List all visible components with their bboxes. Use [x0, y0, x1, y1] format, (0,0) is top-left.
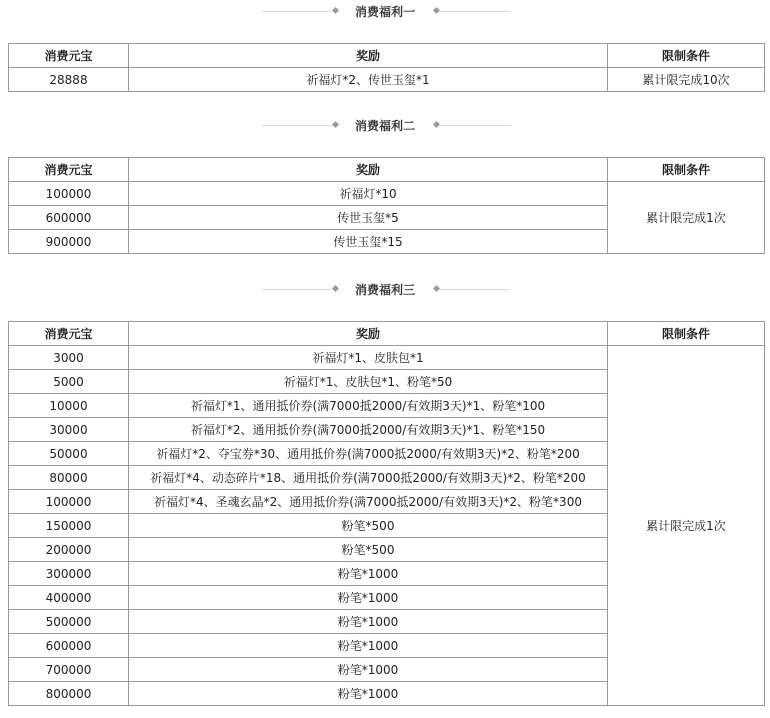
amount-cell: 900000	[9, 230, 129, 254]
divider-line	[440, 125, 510, 126]
amount-cell: 600000	[9, 206, 129, 230]
amount-cell: 300000	[9, 562, 129, 586]
limit-cell: 累计限完成10次	[608, 68, 765, 92]
section-heading: 消费福利三	[354, 283, 415, 297]
amount-cell: 150000	[9, 514, 129, 538]
reward-cell: 粉笔*1000	[129, 610, 608, 634]
amount-cell: 700000	[9, 658, 129, 682]
reward-cell: 祈福灯*1、皮肤包*1、粉笔*50	[129, 370, 608, 394]
limit-cell: 累计限完成1次	[608, 346, 765, 706]
header-reward: 奖励	[129, 322, 608, 346]
amount-cell: 200000	[9, 538, 129, 562]
reward-cell: 粉笔*1000	[129, 586, 608, 610]
section-heading: 消费福利一	[354, 5, 415, 19]
header-amount: 消费元宝	[9, 158, 129, 182]
reward-cell: 祈福灯*2、夺宝券*30、通用抵价券(满7000抵2000/有效期3天)*2、粉笔*200	[129, 442, 608, 466]
reward-table-3	[8, 321, 765, 706]
amount-cell: 500000	[9, 610, 129, 634]
amount-cell: 400000	[9, 586, 129, 610]
section-title-2	[0, 118, 770, 134]
header-amount: 消费元宝	[9, 322, 129, 346]
amount-cell: 800000	[9, 682, 129, 706]
divider-line	[440, 289, 510, 290]
limit-cell: 累计限完成1次	[608, 182, 765, 254]
amount-cell: 10000	[9, 394, 129, 418]
reward-cell: 粉笔*500	[129, 538, 608, 562]
amount-cell: 100000	[9, 490, 129, 514]
reward-table-2	[8, 157, 765, 254]
table-row	[9, 346, 765, 370]
reward-cell: 传世玉玺*5	[129, 206, 608, 230]
reward-cell: 粉笔*1000	[129, 562, 608, 586]
header-amount: 消费元宝	[9, 44, 129, 68]
amount-cell: 50000	[9, 442, 129, 466]
reward-cell: 祈福灯*2、通用抵价券(满7000抵2000/有效期3天)*1、粉笔*150	[129, 418, 608, 442]
reward-table-1	[8, 43, 765, 92]
table-row	[9, 182, 765, 206]
amount-cell: 100000	[9, 182, 129, 206]
header-limit: 限制条件	[608, 158, 765, 182]
amount-cell: 3000	[9, 346, 129, 370]
amount-cell: 80000	[9, 466, 129, 490]
divider-line	[440, 11, 510, 12]
amount-cell: 5000	[9, 370, 129, 394]
header-reward: 奖励	[129, 44, 608, 68]
reward-cell: 祈福灯*2、传世玉玺*1	[129, 68, 608, 92]
header-limit: 限制条件	[608, 44, 765, 68]
header-limit: 限制条件	[608, 322, 765, 346]
section-heading: 消费福利二	[354, 119, 415, 133]
section-title-1	[0, 4, 770, 20]
reward-cell: 祈福灯*10	[129, 182, 608, 206]
reward-cell: 祈福灯*4、圣魂玄晶*2、通用抵价券(满7000抵2000/有效期3天)*2、粉笔*300	[129, 490, 608, 514]
reward-cell: 粉笔*1000	[129, 682, 608, 706]
amount-cell: 28888	[9, 68, 129, 92]
amount-cell: 30000	[9, 418, 129, 442]
reward-cell: 传世玉玺*15	[129, 230, 608, 254]
header-reward: 奖励	[129, 158, 608, 182]
reward-cell: 粉笔*1000	[129, 634, 608, 658]
section-title-3	[0, 282, 770, 298]
reward-cell: 祈福灯*1、皮肤包*1	[129, 346, 608, 370]
reward-cell: 粉笔*1000	[129, 658, 608, 682]
reward-cell: 祈福灯*4、动态碎片*18、通用抵价券(满7000抵2000/有效期3天)*2、粉笔*200	[129, 466, 608, 490]
table-row	[9, 68, 765, 92]
reward-cell: 祈福灯*1、通用抵价券(满7000抵2000/有效期3天)*1、粉笔*100	[129, 394, 608, 418]
reward-cell: 粉笔*500	[129, 514, 608, 538]
amount-cell: 600000	[9, 634, 129, 658]
